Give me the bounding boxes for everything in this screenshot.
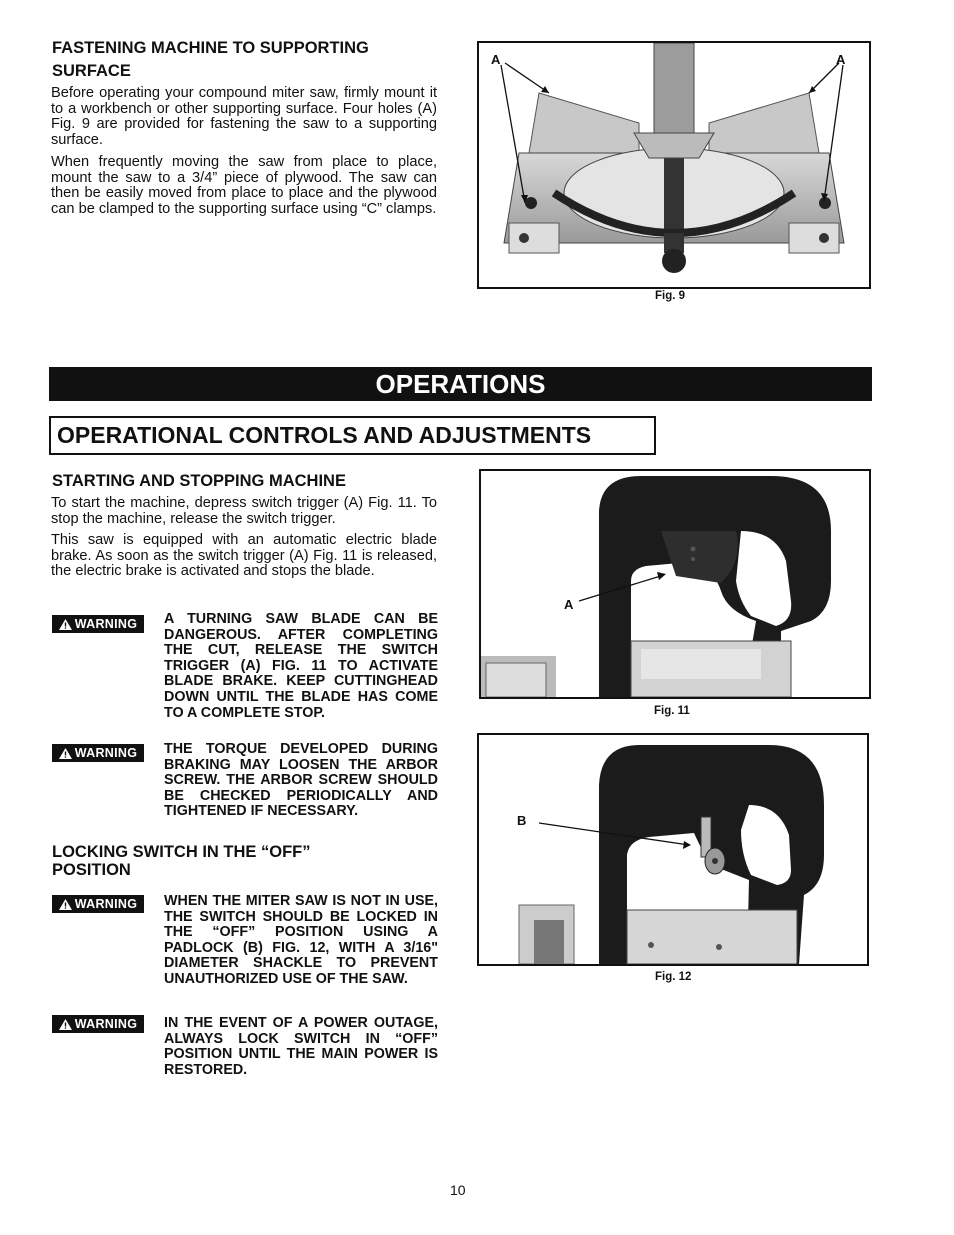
warning-badge-label: WARNING xyxy=(74,897,138,911)
fig9-caption: Fig. 9 xyxy=(655,290,686,302)
warning-triangle-icon xyxy=(59,1019,72,1030)
warning-text-2: THE TORQUE DEVELOPED DURING BRAKING MAY LOOSEN THE ARBOR SCREW. THE ARBOR SCREW SHOULD BE CHECKED PERIODICALLY AND TIGHTENED IF NECESSARY. xyxy=(164,741,438,820)
warning-badge-label: WARNING xyxy=(74,746,138,760)
warning-text-3: WHEN THE MITER SAW IS NOT IN USE, THE SWITCH SHOULD BE LOCKED IN THE “OFF” POSITION USING A PADLOCK (B) FIG. 12, WITH A 3/16" DIAMETER SHACKLE TO PREVENT UNAUTHORIZED USE OF THE SAW. xyxy=(164,893,438,987)
fig9-callout-a-right: A xyxy=(836,52,846,67)
locking-heading-line1: LOCKING SWITCH IN THE “OFF” xyxy=(52,843,311,861)
miter-saw-base-illustration xyxy=(479,43,869,287)
warning-badge-label: WARNING xyxy=(74,1017,138,1031)
fastening-heading-line2: SURFACE xyxy=(52,62,131,80)
fig12-caption: Fig. 12 xyxy=(655,971,692,983)
starting-heading: STARTING AND STOPPING MACHINE xyxy=(52,472,346,490)
fastening-paragraph-2: When frequently moving the saw from place to place, mount the saw to a 3/4” piece of plywood. The saw can then be easily moved from place to place and the plywood can be clamped to the supporting surface using “C” clamps. xyxy=(51,154,437,217)
fig11-caption: Fig. 11 xyxy=(654,705,690,717)
warning-triangle-icon xyxy=(59,619,72,630)
fig12-callout-b: B xyxy=(517,813,527,828)
warning-badge-label: WARNING xyxy=(74,617,138,631)
warning-triangle-icon xyxy=(59,899,72,910)
warning-badge-4 xyxy=(52,1015,144,1033)
warning-badge-3 xyxy=(52,895,144,913)
warning-text-1: A TURNING SAW BLADE CAN BE DANGEROUS. AFTER COMPLETING THE CUT, RELEASE THE SWITCH TRIGGER (A) FIG. 11 TO ACTIVATE BLADE BRAKE. KEEP CUTTINGHEAD DOWN UNTIL THE BLADE HAS COME TO A COMPLETE STOP. xyxy=(164,611,438,721)
warning-badge-1 xyxy=(52,615,144,633)
handle-padlock-illustration xyxy=(479,735,867,964)
fig9-callout-a-left: A xyxy=(491,52,501,67)
figure-12-padlock xyxy=(477,733,869,966)
page-number: 10 xyxy=(450,1182,466,1198)
warning-text-4: IN THE EVENT OF A POWER OUTAGE, ALWAYS LOCK SWITCH IN “OFF” POSITION UNTIL THE MAIN POWER IS RESTORED. xyxy=(164,1015,438,1078)
fig11-callout-a: A xyxy=(564,597,574,612)
warning-triangle-icon xyxy=(59,748,72,759)
fastening-heading-line1: FASTENING MACHINE TO SUPPORTING xyxy=(52,39,369,57)
operations-banner: OPERATIONS xyxy=(49,367,872,401)
locking-heading-line2: POSITION xyxy=(52,861,131,879)
figure-9-miter-saw-base xyxy=(477,41,871,289)
figure-11-switch-trigger xyxy=(479,469,871,699)
starting-paragraph-1: To start the machine, depress switch trigger (A) Fig. 11. To stop the machine, release the switch trigger. xyxy=(51,495,437,527)
starting-paragraph-2: This saw is equipped with an automatic electric blade brake. As soon as the switch trigger (A) Fig. 11 is released, the electric brake is activated and stops the blade. xyxy=(51,532,437,580)
warning-badge-2 xyxy=(52,744,144,762)
controls-heading-box: OPERATIONAL CONTROLS AND ADJUSTMENTS xyxy=(49,416,656,455)
fastening-paragraph-1: Before operating your compound miter saw, firmly mount it to a workbench or other supporting surface. Four holes (A) Fig. 9 are provided for fastening the saw to a supporting surface. xyxy=(51,85,437,148)
handle-trigger-illustration xyxy=(481,471,869,697)
